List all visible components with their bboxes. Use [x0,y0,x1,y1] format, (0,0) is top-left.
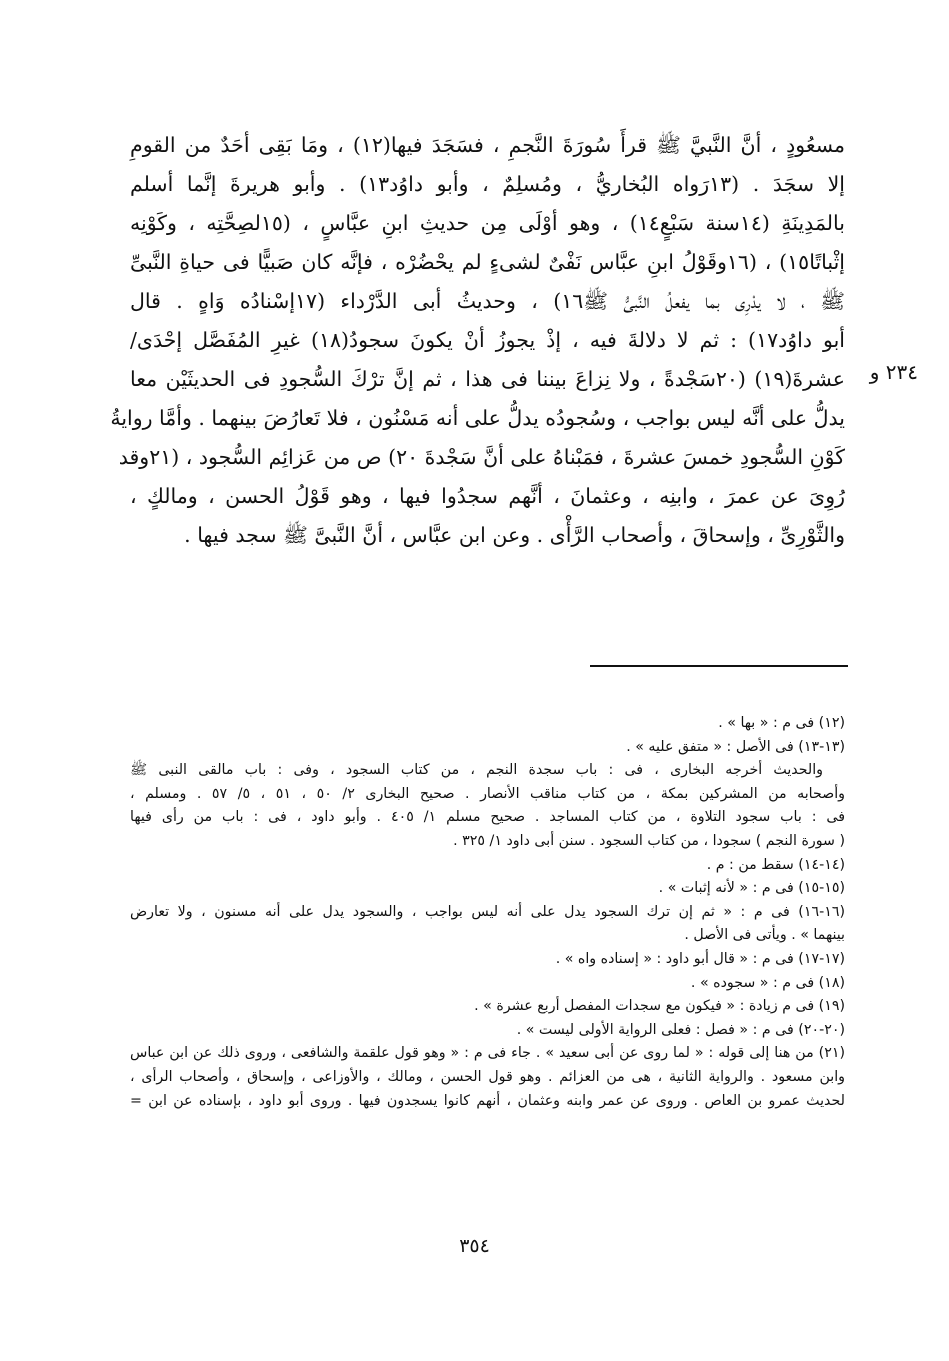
footnote-line: لحديث عمرو بن العاص . وروى عن عمر وابنه وعثمان ، أنهم كانوا يسجدون فيها . وروى أبو داود ، بإسناده عن ابن = [130,1092,845,1109]
footnote-line: (١٦-١٦) فى م : « ثم إن ترك السجود يدل على أنه ليس بواجب ، والسجود يدل على أنه مسنون ، ولا تعارض [130,903,845,920]
footnote-separator [590,665,848,667]
footnote-line: بينهما » . ويأتى فى الأصل . [684,927,845,944]
main-text-line: ﷺ ، لا يدْرِى بما يفعلُ النَّبىُّ ﷺ١٦) ، وحديثُ أبى الدَّرْداء (١٧إسْنادُه وَاهٍ . قال [130,289,846,313]
footnote-line: (٢١) من هنا إلى قوله : « لما روى عن أبى سعيد » . جاء فى م : « وهو قول علقمة والشافعى ، وروى ذلك عن ابن عباس [130,1045,845,1062]
main-text-block [110,126,846,555]
footnotes-block [130,712,845,1113]
page-number: ٣٥٤ [459,1235,490,1257]
footnote-line: وأصحابه من المشركين بمكة ، من كتاب مناقب الأنصار . صحيح البخارى ٢/ ٥٠ ، ٥١ ، ٥/ ٥٧ . ومسلم ، [130,785,845,802]
footnote-line: والحديث أخرجه البخارى ، فى : باب سجدة النجم ، من كتاب السجود ، وفى : باب مالقى النبى ﷺ [130,762,823,779]
main-text-line: والثَّوْرِىِّ ، وإسحاقَ ، وأصحاب الرَّأْى . وعن ابن عبَّاس ، أنَّ النَّبىَّ ﷺ سجد فيها . [184,523,845,547]
footnote-line: (١٨) فى م : « سجوده » . [690,974,845,991]
footnote-line: (١٩) فى م زيادة : « فيكون مع سجدات المفصل أربع عشرة » . [474,998,845,1015]
footnote-line: (١٤-١٤) سقط من : م . [706,856,845,873]
footnote-line: (١٥-١٥) فى م : « لأنه إثبات » . [658,880,845,897]
main-text-line: إلا سجَدَ . (١٣رَواه البُخاريُّ ، ومُسلِمٌ ، وأبو داوُد١٣) . وأبو هريرةَ إنَّما أسلم [130,172,845,196]
footnote-line: ( سورة النجم ) سجودا ، من كتاب السجود . سنن أبى داود ١/ ٣٢٥ . [453,832,845,849]
main-text-line: أبو داوُد١٧) : ثم لا دلالةَ فيه ، إذْ يجوزُ أنْ يكونَ سجودُ(١٨) غيرِ المُفَصَّل إحْدَى/ [130,328,845,352]
footnote-line: وابن مسعود . والرواية الثانية ، هى من العزائم . وهو قول الحسن ، ومالك ، والأوزاعى ، وإسحاق ، وأصحاب الرأى ، [130,1068,845,1085]
main-text-line: يدلُّ على أنَّه ليس بواجب ، وسُجودُه يدلُّ على أنه مَسْنُون ، فلا تَعارُضَ بينهما . وأمَّا روايةُ [110,406,845,430]
footnote-line: (١٢) فى م : « بها » . [718,715,845,731]
footnote-line: (١٧-١٧) فى م : « قال أبو داود : « إسناده واه » . [555,950,845,967]
manuscript-folio-marker: ٢٣٤ و [869,360,918,384]
main-text-line: عشرةَ(١٩) (٢٠سَجْدةً ، ولا نِزاعَ بيننا فى هذا ، ثم إنَّ ترْكَ السُّجودِ فى الحديثَيْن معا [130,367,845,391]
footnote-line: (١٣-١٣) فى الأصل : « متفق عليه » . [626,738,845,755]
main-text-line: مسعُودٍ ، أنَّ النَّبيَّ ﷺ قرأَ سُورَةَ النَّجمِ ، فسَجَدَ فيها(١٢) ، ومَا بَقِى أحَدٌ من القومِ [130,133,845,157]
main-text-line: كَوْنِ السُّجودِ خمسَ عشرةَ ، فمَبْناهُ على أنَّ سَجْدةَ ٢٠) ص من عَزائِم السُّجود ، (٢١وقد [118,445,845,469]
footnote-line: (٢٠-٢٠) فى م : « فصل : فعلى الرواية الأولى ليست » . [516,1021,845,1038]
main-text-line: إثْباتًا١٥) ، (١٦وقَوْلُ ابنِ عبَّاس نَفْىٌ لشىءٍ لم يحْضُرْه ، فإنَّه كان صَبيًّا فى حياةِ النَّبىِّ [130,250,845,274]
main-text-line: بالمَدِينَةِ (١٤سنة سَبْعٍ١٤) ، وهو أوْلَى مِن حديثِ ابنِ عبَّاسٍ ، (١٥لصِحَّتِه ، وكَوْنِه [130,211,845,235]
main-text-line: رُوِىَ عن عمرَ ، وابنِه ، وعثمانَ ، أنَّهم سجدُوا فيها ، وهو قَوْلُ الحسن ، ومالكٍ ، [130,484,845,508]
footnote-line: فى : باب سجود التلاوة ، من كتاب المساجد . صحيح مسلم ١/ ٤٠٥ . وأبو داود ، فى : باب من رأى فيها [130,809,846,826]
